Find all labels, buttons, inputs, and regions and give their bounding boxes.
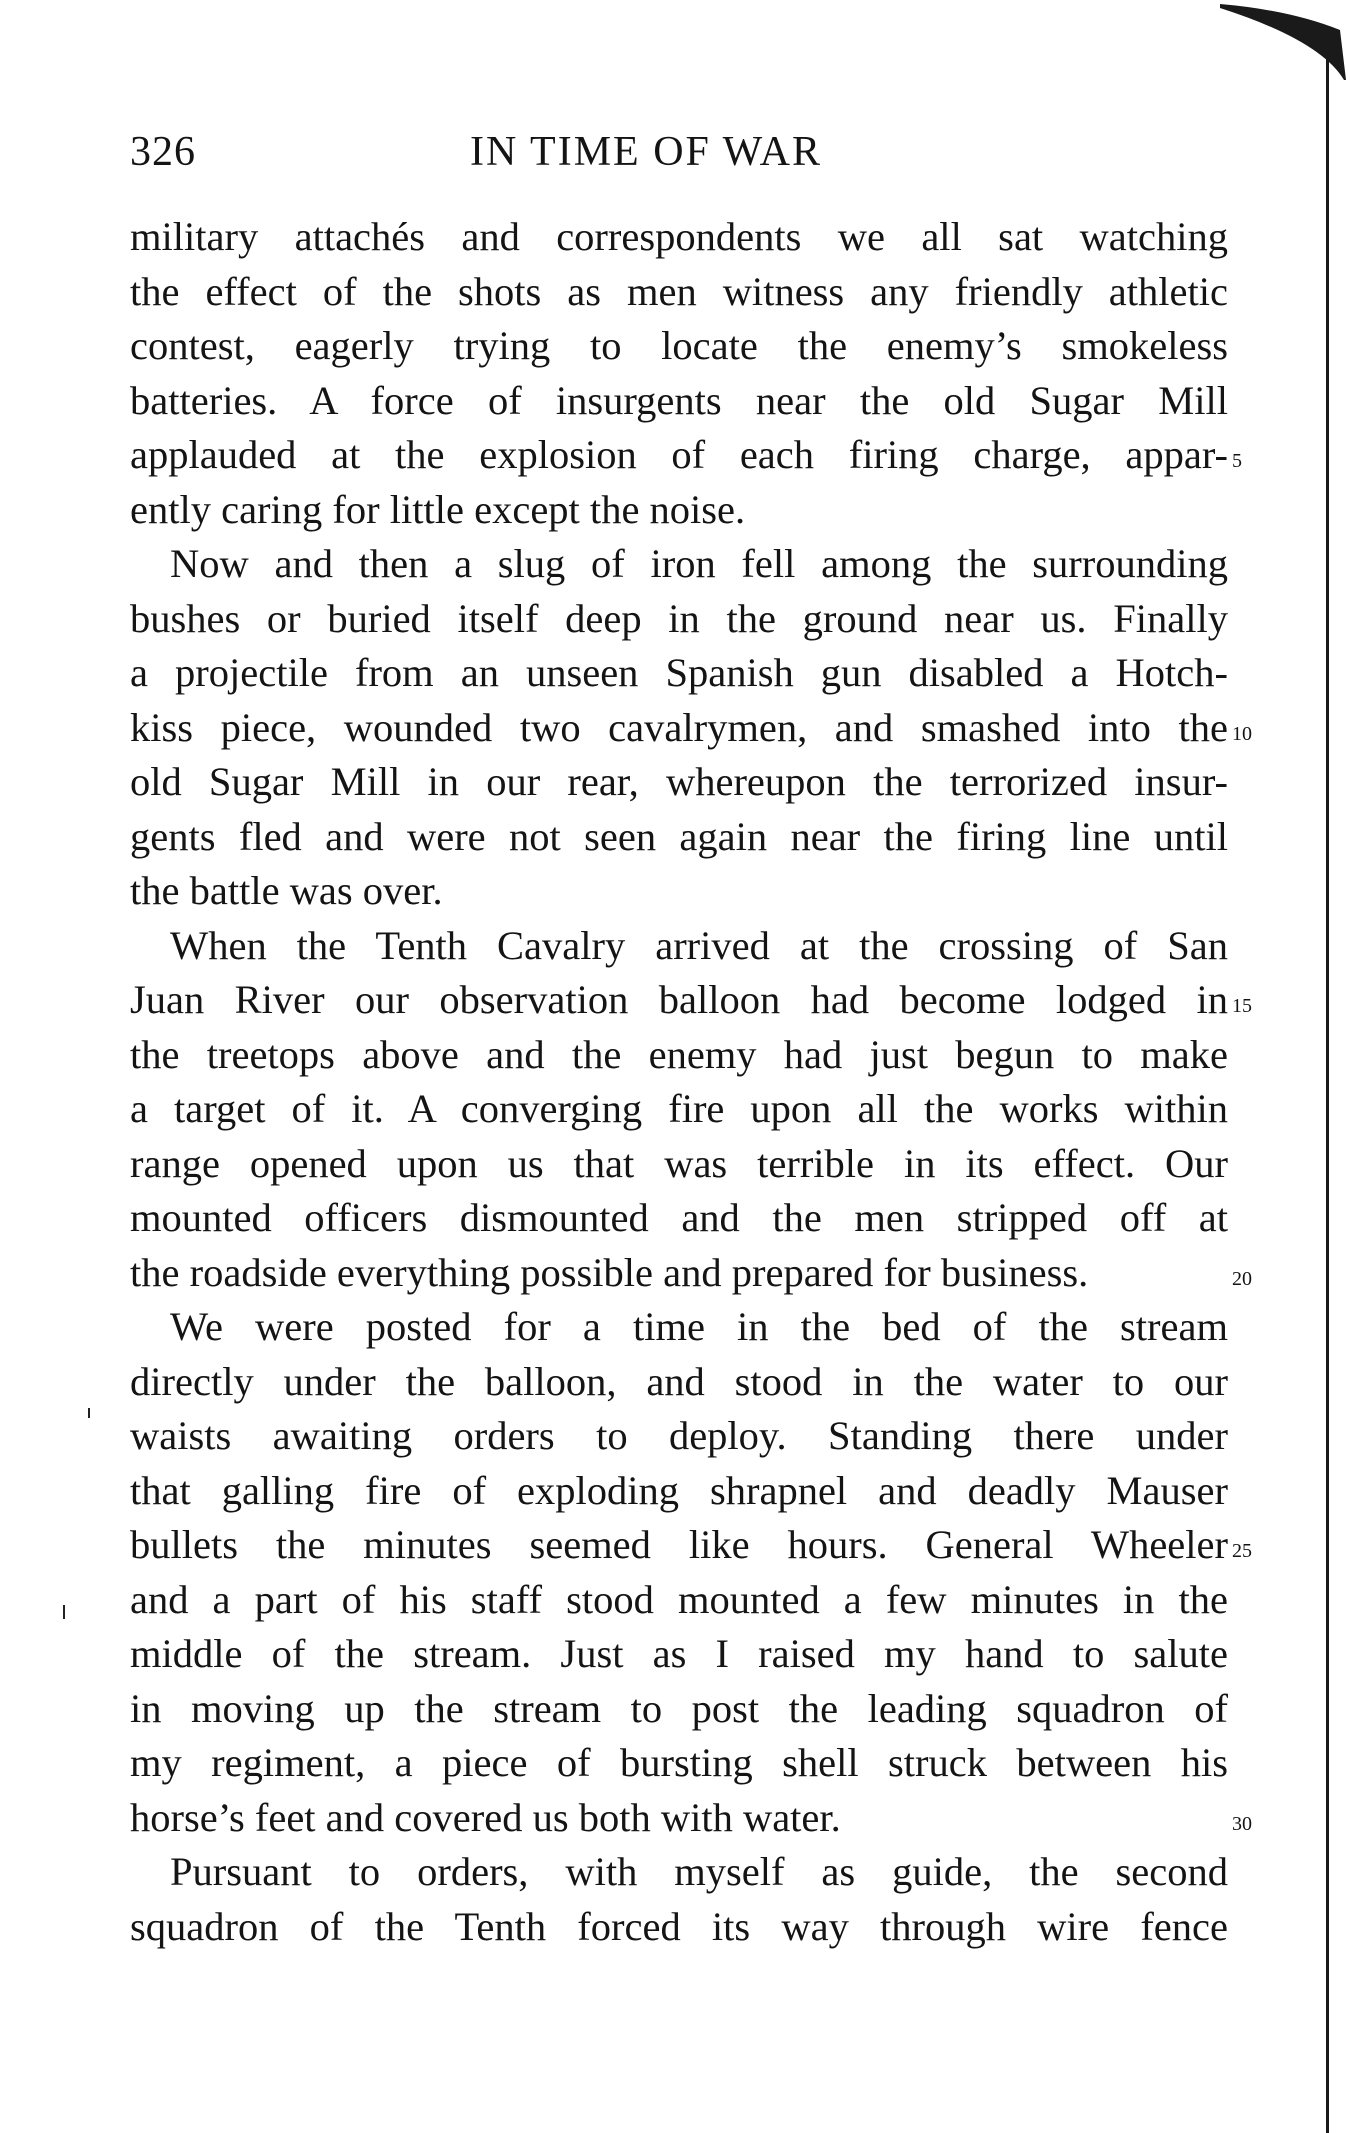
text-line-content: applauded at the explosion of each firing charge, appar- bbox=[130, 432, 1228, 477]
text-line-content: Now and then a slug of iron fell among the surrounding bbox=[170, 541, 1228, 586]
text-line bbox=[130, 265, 1230, 320]
text-line-content: that galling fire of exploding shrapnel and deadly Mauser bbox=[130, 1467, 1228, 1513]
text-line bbox=[130, 537, 1230, 592]
text-line bbox=[130, 210, 1230, 265]
text-line-content: directly under the balloon, and stood in the water to our bbox=[130, 1358, 1228, 1404]
text-line bbox=[130, 1900, 1230, 1955]
text-line-content: the treetops above and the enemy had just begun to make bbox=[130, 1031, 1228, 1077]
line-number: 25 bbox=[1232, 1540, 1252, 1562]
text-line-content: squadron of the Tenth forced its way through wire fence bbox=[130, 1903, 1228, 1949]
text-line bbox=[130, 1845, 1230, 1900]
text-line-content: We were posted for a time in the bed of the stream bbox=[170, 1304, 1228, 1349]
text-line-content: middle of the stream. Just as I raised my hand to salute bbox=[130, 1631, 1228, 1676]
text-line bbox=[130, 374, 1230, 429]
running-title: IN TIME OF WAR bbox=[470, 129, 822, 175]
text-line bbox=[130, 1627, 1230, 1682]
text-line bbox=[130, 973, 1252, 1028]
line-number: 15 bbox=[1232, 995, 1252, 1017]
text-line bbox=[130, 1682, 1230, 1737]
text-line bbox=[130, 1028, 1230, 1083]
text-line bbox=[130, 1518, 1252, 1573]
text-line bbox=[130, 592, 1230, 647]
body-text bbox=[130, 210, 1252, 1954]
line-number: 20 bbox=[1232, 1267, 1252, 1290]
text-line-content: gents fled and were not seen again near the firing line until bbox=[130, 813, 1228, 859]
stray-mark bbox=[63, 1605, 65, 1619]
text-line-content: and a part of his staff stood mounted a few minutes in the bbox=[130, 1576, 1228, 1622]
page-edge-shadow bbox=[1326, 40, 1329, 2133]
text-line bbox=[130, 1573, 1230, 1628]
text-line bbox=[130, 483, 1230, 538]
line-number: 30 bbox=[1232, 1812, 1252, 1835]
stray-mark bbox=[88, 1408, 90, 1418]
text-line-content: Juan River our observation balloon had become lodged in bbox=[130, 977, 1228, 1022]
text-line bbox=[130, 810, 1230, 865]
text-line bbox=[130, 1191, 1230, 1246]
line-number: 5 bbox=[1232, 450, 1242, 472]
text-line-content: batteries. A force of insurgents near the old Sugar Mill bbox=[130, 377, 1228, 423]
text-line bbox=[130, 1409, 1230, 1464]
text-line bbox=[130, 755, 1230, 810]
text-line-content: old Sugar Mill in our rear, whereupon the terrorized insur- bbox=[130, 759, 1228, 804]
text-line-content: When the Tenth Cavalry arrived at the crossing of San bbox=[170, 922, 1228, 968]
text-line-content: the roadside everything possible and prepared for business. bbox=[130, 1249, 1089, 1295]
text-line-content: horse’s feet and covered us both with water. bbox=[130, 1794, 841, 1840]
text-line bbox=[130, 1246, 1252, 1301]
text-line-content: range opened upon us that was terrible in its effect. Our bbox=[130, 1140, 1228, 1186]
text-line-content: the effect of the shots as men witness any friendly athletic bbox=[130, 268, 1228, 314]
text-line bbox=[130, 1464, 1230, 1519]
text-line-content: a projectile from an unseen Spanish gun disabled a Hotch- bbox=[130, 650, 1228, 695]
text-line-content: ently caring for little except the noise. bbox=[130, 486, 746, 532]
text-line bbox=[130, 864, 1230, 919]
text-line-content: military attachés and correspondents we all sat watching bbox=[130, 214, 1228, 259]
text-line-content: bullets the minutes seemed like hours. General Wheeler bbox=[130, 1522, 1228, 1567]
text-line bbox=[130, 919, 1230, 974]
text-line bbox=[130, 1736, 1230, 1791]
text-line bbox=[130, 1300, 1230, 1355]
text-line-content: mounted officers dismounted and the men stripped off at bbox=[130, 1195, 1228, 1240]
text-line-content: bushes or buried itself deep in the ground near us. Finally bbox=[130, 595, 1228, 641]
text-line bbox=[130, 1137, 1230, 1192]
text-line-content: a target of it. A converging fire upon all the works within bbox=[130, 1086, 1228, 1131]
text-line bbox=[130, 1355, 1230, 1410]
text-line bbox=[130, 701, 1252, 756]
text-line-content: in moving up the stream to post the leading squadron of bbox=[130, 1685, 1228, 1731]
text-line bbox=[130, 646, 1230, 701]
text-line bbox=[130, 319, 1230, 374]
text-line-content: Pursuant to orders, with myself as guide, the second bbox=[170, 1849, 1228, 1894]
page-number: 326 bbox=[130, 129, 196, 175]
line-number: 10 bbox=[1232, 722, 1252, 745]
text-line bbox=[130, 1791, 1252, 1846]
text-line-content: waists awaiting orders to deploy. Standing there under bbox=[130, 1413, 1228, 1458]
page-header bbox=[130, 128, 1230, 188]
text-line-content: kiss piece, wounded two cavalrymen, and smashed into the bbox=[130, 704, 1228, 750]
text-line bbox=[130, 1082, 1230, 1137]
text-line-content: contest, eagerly trying to locate the enemy’s smokeless bbox=[130, 323, 1228, 368]
text-line-content: the battle was over. bbox=[130, 868, 443, 913]
text-line bbox=[130, 428, 1242, 483]
text-line-content: my regiment, a piece of bursting shell struck between his bbox=[130, 1740, 1228, 1785]
